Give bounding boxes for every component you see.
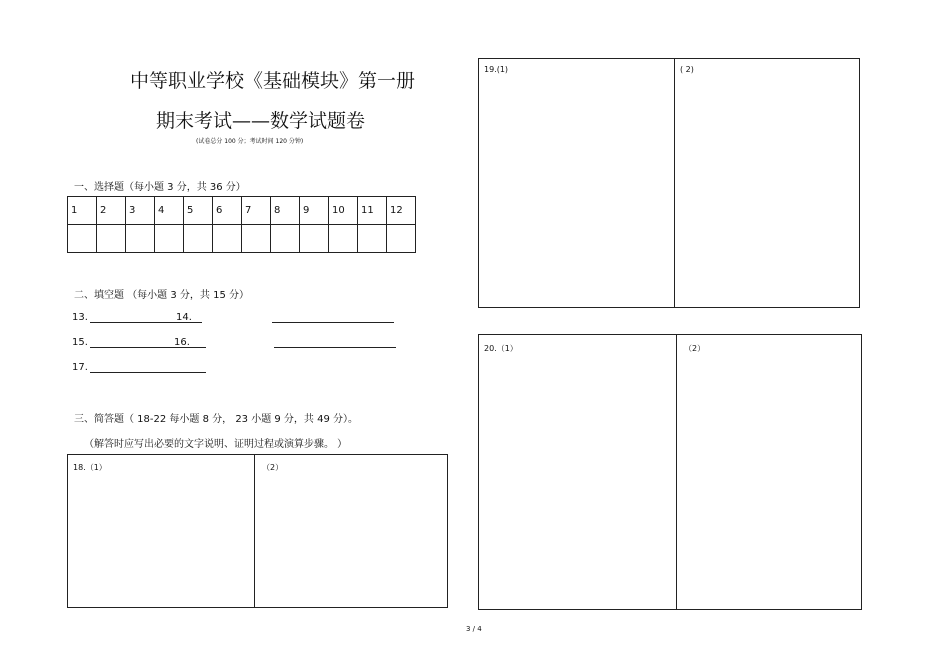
exam-note: (试卷总分 100 分；考试时间 120 分钟) — [196, 138, 304, 145]
answer-cell[interactable] — [358, 225, 387, 253]
q19-part2-label: ( 2) — [680, 65, 694, 74]
q18-answer-box[interactable] — [67, 454, 448, 608]
grid-number-cell: 5 — [184, 197, 213, 225]
q20-divider — [676, 335, 677, 609]
q16-label: 16. — [174, 337, 190, 348]
q13-label: 13. — [72, 312, 88, 323]
exam-title-line2: 期末考试——数学试题卷 — [156, 110, 366, 132]
answer-cell[interactable] — [126, 225, 155, 253]
answer-cell[interactable] — [242, 225, 271, 253]
q18-part2-label: （2） — [262, 463, 284, 472]
q20-answer-box[interactable] — [478, 334, 862, 610]
section1-heading: 一、选择题（每小题 3 分，共 36 分） — [74, 182, 246, 193]
section2-heading: 二、填空题 （每小题 3 分，共 15 分） — [74, 290, 249, 301]
answer-grid-number-row — [68, 197, 416, 225]
q18-divider — [254, 455, 255, 607]
grid-number-cell: 12 — [387, 197, 416, 225]
answer-cell[interactable] — [184, 225, 213, 253]
answer-cell[interactable] — [300, 225, 329, 253]
answer-cell[interactable] — [155, 225, 184, 253]
grid-number-cell: 6 — [213, 197, 242, 225]
answer-cell[interactable] — [329, 225, 358, 253]
answer-cell[interactable] — [213, 225, 242, 253]
q14-blank[interactable] — [272, 322, 394, 323]
q19-answer-box[interactable] — [478, 58, 860, 308]
grid-number-cell: 8 — [271, 197, 300, 225]
answer-cell[interactable] — [97, 225, 126, 253]
q19-part1-label: 19.(1) — [484, 65, 509, 74]
q17-blank[interactable] — [90, 372, 206, 373]
q20-part2-label: （2） — [684, 344, 706, 353]
grid-number-cell: 1 — [68, 197, 97, 225]
answer-grid — [67, 196, 416, 253]
grid-number-cell: 9 — [300, 197, 329, 225]
q20-part1-label: 20.（1） — [484, 344, 518, 353]
q15-label: 15. — [72, 337, 88, 348]
grid-number-cell: 11 — [358, 197, 387, 225]
q19-divider — [674, 59, 675, 307]
section3-heading: 三、简答题（ 18-22 每小题 8 分， 23 小题 9 分，共 49 分）。 — [74, 414, 359, 425]
grid-number-cell: 7 — [242, 197, 271, 225]
grid-number-cell: 4 — [155, 197, 184, 225]
exam-title-line1: 中等职业学校《基础模块》第一册 — [130, 70, 416, 92]
answer-cell[interactable] — [271, 225, 300, 253]
q16-blank[interactable] — [274, 347, 396, 348]
q18-part1-label: 18.（1） — [73, 463, 107, 472]
page-number: 3 / 4 — [466, 625, 482, 633]
q14-label: 14. — [176, 312, 192, 323]
grid-number-cell: 10 — [329, 197, 358, 225]
grid-number-cell: 3 — [126, 197, 155, 225]
answer-cell[interactable] — [68, 225, 97, 253]
answer-cell[interactable] — [387, 225, 416, 253]
answer-grid-blank-row — [68, 225, 416, 253]
section3-instruction: （解答时应写出必要的文字说明、证明过程或演算步骤。 ） — [84, 439, 348, 450]
q17-label: 17. — [72, 362, 88, 373]
grid-number-cell: 2 — [97, 197, 126, 225]
